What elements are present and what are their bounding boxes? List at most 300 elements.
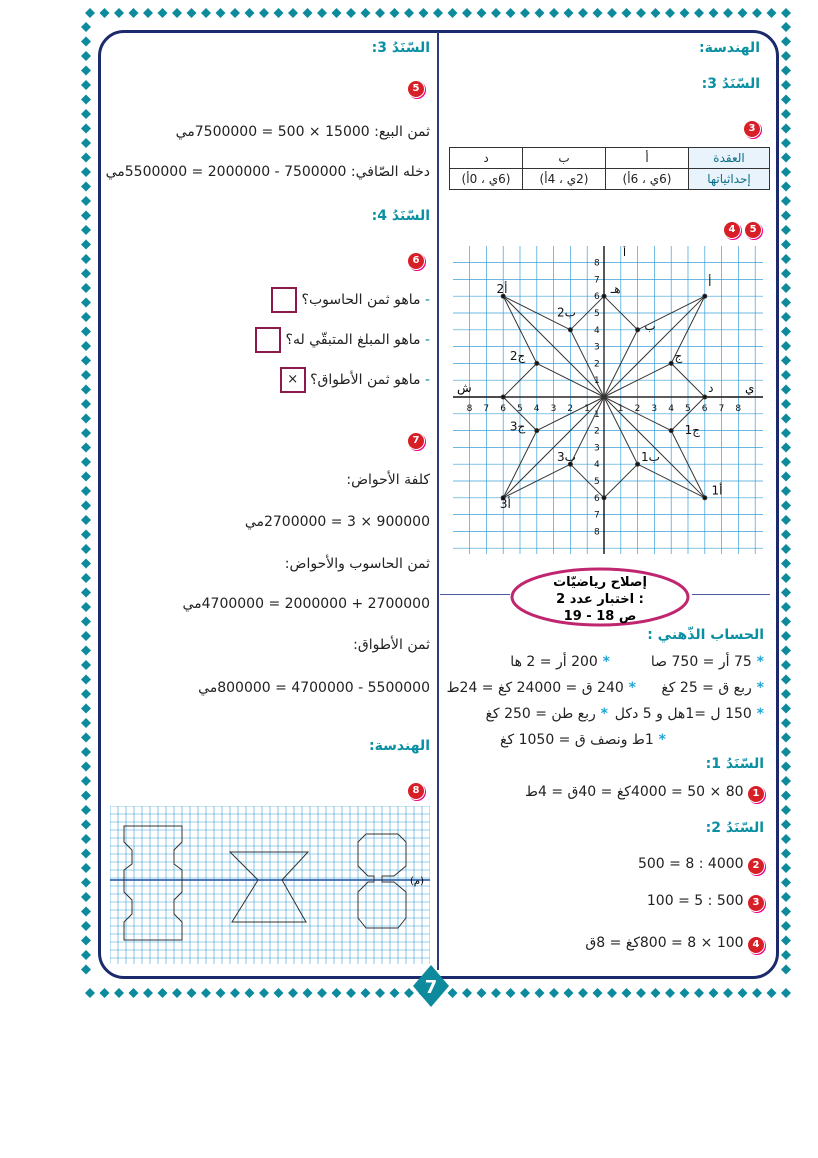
- tick-label: 1: [594, 409, 600, 420]
- border-diamond: [578, 8, 588, 18]
- tick-label: 4: [533, 404, 540, 414]
- axis-label-right: ي: [745, 381, 755, 395]
- border-diamond: [317, 8, 327, 18]
- border-diamond: [81, 892, 91, 902]
- border-diamond: [781, 617, 791, 627]
- border-diamond: [81, 936, 91, 946]
- tick-label: 1: [617, 404, 624, 414]
- drawing-grid: [110, 806, 430, 964]
- border-diamond: [433, 8, 443, 18]
- border-diamond: [230, 8, 240, 18]
- border-diamond: [767, 988, 777, 998]
- border-diamond: [607, 8, 617, 18]
- border-diamond: [81, 167, 91, 177]
- border-diamond: [81, 573, 91, 583]
- border-diamond: [781, 109, 791, 119]
- border-diamond: [81, 51, 91, 61]
- border-diamond: [303, 988, 313, 998]
- border-diamond: [781, 762, 791, 772]
- point-label: ب: [644, 318, 656, 333]
- border-diamond: [781, 631, 791, 641]
- border-diamond: [781, 544, 791, 554]
- border-diamond: [81, 370, 91, 380]
- border-diamond: [81, 211, 91, 221]
- border-diamond: [636, 8, 646, 18]
- border-diamond: [781, 776, 791, 786]
- border-diamond: [578, 988, 588, 998]
- tick-label: 7: [594, 275, 600, 286]
- border-diamond: [738, 8, 748, 18]
- border-diamond: [81, 95, 91, 105]
- graph-point: [636, 462, 640, 466]
- border-diamond: [767, 8, 777, 18]
- border-diamond: [274, 988, 284, 998]
- point-label: ج3: [509, 419, 526, 434]
- border-diamond: [781, 254, 791, 264]
- border-diamond: [781, 298, 791, 308]
- border-diamond: [201, 8, 211, 18]
- tick-label: 2: [594, 426, 600, 437]
- tick-label: 3: [651, 404, 658, 414]
- border-diamond: [781, 341, 791, 351]
- graph-point: [602, 294, 606, 298]
- shape-middle: [230, 852, 308, 922]
- table-header-d: د: [450, 148, 523, 169]
- border-diamond: [694, 8, 704, 18]
- border-diamond: [593, 8, 603, 18]
- border-diamond: [477, 988, 487, 998]
- border-diamond: [781, 370, 791, 380]
- border-diamond: [781, 747, 791, 757]
- border-diamond: [781, 892, 791, 902]
- border-diamond: [81, 80, 91, 90]
- border-diamond: [781, 167, 791, 177]
- border-diamond: [259, 8, 269, 18]
- tick-label: 6: [594, 292, 600, 303]
- point-label: ب3: [556, 449, 576, 464]
- point-label: د: [708, 380, 714, 395]
- point-label: أ2: [496, 281, 508, 296]
- tick-label: 8: [594, 258, 600, 269]
- border-diamond: [375, 8, 385, 18]
- border-diamond: [81, 22, 91, 32]
- border-diamond: [81, 457, 91, 467]
- border-diamond: [81, 138, 91, 148]
- border-diamond: [781, 660, 791, 670]
- border-diamond: [448, 8, 458, 18]
- point-label: أ1: [711, 483, 723, 498]
- tick-label: 8: [466, 404, 473, 414]
- border-diamond: [81, 950, 91, 960]
- border-diamond: [81, 298, 91, 308]
- border-diamond: [317, 988, 327, 998]
- graph-point: [703, 496, 707, 500]
- border-diamond: [216, 988, 226, 998]
- border-diamond: [607, 988, 617, 998]
- question-6-badge: 6: [408, 248, 424, 269]
- border-diamond: [781, 704, 791, 714]
- mental-2a: * ربع ق = 25 كغ: [661, 680, 764, 696]
- badge-4: 4: [724, 222, 740, 238]
- tick-label: 1: [594, 376, 600, 387]
- border-diamond: [81, 225, 91, 235]
- correction-pages: ص 18 - 19: [563, 609, 637, 624]
- coordinates-table: [449, 147, 770, 190]
- table-header-a: أ: [606, 148, 689, 169]
- border-diamond: [81, 704, 91, 714]
- border-diamond: [781, 602, 791, 612]
- tick-label: 5: [517, 404, 523, 414]
- border-diamond: [81, 501, 91, 511]
- tick-label: 7: [483, 404, 490, 414]
- border-diamond: [781, 950, 791, 960]
- doc1-heading: السّنَدُ 1:: [705, 756, 764, 772]
- border-diamond: [781, 385, 791, 395]
- border-diamond: [303, 8, 313, 18]
- tick-label: 7: [594, 510, 600, 521]
- border-diamond: [81, 631, 91, 641]
- border-diamond: [390, 988, 400, 998]
- border-diamond: [781, 51, 791, 61]
- border-diamond: [288, 988, 298, 998]
- border-diamond: [781, 240, 791, 250]
- question-item-1: - ماهو ثمن الحاسوب؟: [240, 287, 430, 313]
- mental-2b: * 240 ق = 24000 كغ = 24ط: [446, 680, 636, 696]
- border-diamond: [81, 399, 91, 409]
- border-diamond: [172, 8, 182, 18]
- border-diamond: [564, 988, 574, 998]
- border-diamond: [651, 988, 661, 998]
- border-diamond: [143, 8, 153, 18]
- doc4-heading: السّنَدُ 4:: [371, 208, 430, 224]
- border-diamond: [752, 988, 762, 998]
- border-diamond: [781, 428, 791, 438]
- border-diamond: [81, 921, 91, 931]
- border-diamond: [81, 544, 91, 554]
- border-diamond: [81, 588, 91, 598]
- border-diamond: [665, 8, 675, 18]
- border-diamond: [81, 327, 91, 337]
- border-diamond: [549, 988, 559, 998]
- shape-left: [124, 826, 182, 940]
- border-diamond: [781, 443, 791, 453]
- point-label: أ: [708, 275, 712, 290]
- border-diamond: [781, 283, 791, 293]
- border-diamond: [781, 95, 791, 105]
- border-diamond: [506, 8, 516, 18]
- border-diamond: [491, 8, 501, 18]
- border-diamond: [781, 153, 791, 163]
- border-diamond: [781, 573, 791, 583]
- tick-label: 8: [735, 404, 742, 414]
- border-diamond: [622, 8, 632, 18]
- border-diamond: [781, 965, 791, 975]
- banner-line-left: [440, 594, 510, 595]
- border-diamond: [636, 988, 646, 998]
- border-diamond: [752, 8, 762, 18]
- left-geometry-heading: الهندسة:: [369, 738, 430, 754]
- border-diamond: [781, 559, 791, 569]
- border-diamond: [81, 283, 91, 293]
- border-diamond: [81, 530, 91, 540]
- border-diamond: [781, 834, 791, 844]
- point-label: ب1: [640, 449, 660, 464]
- border-diamond: [781, 37, 791, 47]
- table-cell-label: إحداثياتها: [689, 169, 770, 190]
- basins-label: كلفة الأحواض:: [346, 472, 430, 488]
- border-diamond: [781, 486, 791, 496]
- border-diamond: [81, 428, 91, 438]
- border-diamond: [158, 8, 168, 18]
- tick-label: 4: [594, 325, 600, 336]
- tick-label: 5: [594, 309, 600, 319]
- doc2-line-2: 3 500 : 5 = 100: [560, 893, 764, 911]
- border-diamond: [230, 988, 240, 998]
- border-diamond: [477, 8, 487, 18]
- table-header-node: العقدة: [689, 148, 770, 169]
- border-diamond: [259, 988, 269, 998]
- left-doc3-heading: السّنَدُ 3:: [371, 40, 430, 56]
- border-diamond: [81, 66, 91, 76]
- axis-label-left: ش: [457, 381, 472, 395]
- mental-4a: * 1ط ونصف ق = 1050 كغ: [500, 732, 666, 748]
- border-diamond: [100, 988, 110, 998]
- border-diamond: [781, 414, 791, 424]
- badge-5: 5: [745, 222, 761, 238]
- border-diamond: [781, 182, 791, 192]
- border-diamond: [781, 878, 791, 888]
- point-label: ج: [674, 349, 683, 364]
- doc3-heading: السّنَدُ 3:: [701, 76, 760, 92]
- border-diamond: [81, 515, 91, 525]
- border-diamond: [81, 878, 91, 888]
- border-diamond: [81, 182, 91, 192]
- border-diamond: [549, 8, 559, 18]
- border-diamond: [81, 109, 91, 119]
- doc2-line-1: 2 4000 : 8 = 500: [560, 856, 764, 874]
- tick-label: 4: [668, 404, 674, 414]
- border-diamond: [81, 791, 91, 801]
- border-diamond: [651, 8, 661, 18]
- mental-3b: * ربع طن = 250 كغ: [485, 706, 608, 722]
- border-diamond: [781, 820, 791, 830]
- border-diamond: [81, 834, 91, 844]
- question-7-badge: 7: [408, 428, 424, 449]
- point-label: ب2: [556, 305, 576, 320]
- question-8-badge: 8: [408, 778, 424, 799]
- border-diamond: [187, 988, 197, 998]
- border-diamond: [781, 225, 791, 235]
- border-diamond: [593, 988, 603, 998]
- border-diamond: [781, 196, 791, 206]
- mental-heading: الحساب الذّهني :: [647, 627, 764, 643]
- point-label: ج2: [509, 349, 526, 364]
- border-diamond: [245, 8, 255, 18]
- border-diamond: [172, 988, 182, 998]
- border-diamond: [81, 965, 91, 975]
- tick-label: 6: [500, 404, 506, 414]
- column-divider: [437, 32, 439, 970]
- border-diamond: [85, 988, 95, 998]
- border-diamond: [81, 617, 91, 627]
- tick-label: 2: [634, 404, 641, 414]
- tick-label: 4: [594, 460, 600, 471]
- border-diamond: [781, 8, 791, 18]
- border-diamond: [81, 443, 91, 453]
- border-diamond: [709, 988, 719, 998]
- border-diamond: [535, 988, 545, 998]
- tick-label: 5: [685, 404, 691, 414]
- tick-label: 1: [584, 404, 590, 414]
- border-diamond: [781, 718, 791, 728]
- checkbox-3[interactable]: ×: [280, 367, 306, 393]
- geometry-heading: الهندسة:: [699, 40, 760, 56]
- table-cell-d: (6ي ، 0أ): [450, 169, 523, 190]
- question-5-badge: 5: [408, 76, 424, 97]
- border-diamond: [114, 8, 124, 18]
- border-diamond: [390, 8, 400, 18]
- border-diamond: [564, 8, 574, 18]
- axis-label-top: أ: [623, 246, 627, 259]
- border-diamond: [781, 646, 791, 656]
- border-diamond: [81, 472, 91, 482]
- border-diamond: [81, 675, 91, 685]
- border-diamond: [274, 8, 284, 18]
- table-cell-b: (2ي ، 4أ): [523, 169, 606, 190]
- border-diamond: [462, 988, 472, 998]
- point-label: هـ: [610, 281, 621, 296]
- graph-point: [602, 496, 606, 500]
- tick-label: 3: [594, 443, 600, 454]
- border-diamond: [709, 8, 719, 18]
- border-diamond: [81, 196, 91, 206]
- table-cell-a: (6ي ، 6أ): [606, 169, 689, 190]
- border-diamond: [346, 988, 356, 998]
- collars-label: ثمن الأطواق:: [353, 637, 430, 653]
- doc2-heading: السّنَدُ 2:: [705, 820, 764, 836]
- mental-1b: * 200 أر = 2 ها: [510, 654, 610, 670]
- border-diamond: [462, 8, 472, 18]
- border-diamond: [81, 646, 91, 656]
- tick-label: 2: [567, 404, 574, 414]
- page-number: 7: [424, 977, 438, 998]
- border-diamond: [781, 211, 791, 221]
- correction-title: إصلاح رياضيّات: [553, 575, 647, 590]
- table-header-b: ب: [523, 148, 606, 169]
- border-diamond: [781, 356, 791, 366]
- border-diamond: [81, 124, 91, 134]
- border-diamond: [535, 8, 545, 18]
- tick-label: 3: [550, 404, 557, 414]
- border-diamond: [448, 988, 458, 998]
- border-diamond: [723, 8, 733, 18]
- border-diamond: [187, 8, 197, 18]
- point-label: أ3: [499, 496, 511, 511]
- question-45-badges: [724, 217, 761, 238]
- point-label: ج1: [684, 422, 701, 437]
- border-diamond: [81, 747, 91, 757]
- border-diamond: [114, 988, 124, 998]
- tick-label: 6: [594, 493, 600, 504]
- border-diamond: [201, 988, 211, 998]
- border-diamond: [781, 921, 791, 931]
- border-diamond: [781, 805, 791, 815]
- computer-basins-calc: 2700000 + 2000000 = 4700000مي: [182, 596, 430, 612]
- border-diamond: [81, 254, 91, 264]
- graph-point: [669, 361, 673, 365]
- graph-point: [535, 429, 539, 433]
- border-diamond: [81, 660, 91, 670]
- border-diamond: [81, 559, 91, 569]
- border-diamond: [781, 22, 791, 32]
- border-diamond: [520, 988, 530, 998]
- border-diamond: [81, 907, 91, 917]
- border-diamond: [781, 124, 791, 134]
- border-diamond: [85, 8, 95, 18]
- mental-1a: * 75 أر = 750 صا: [650, 654, 764, 670]
- border-diamond: [81, 602, 91, 612]
- net-income-line: دخله الصّافي: 7500000 - 2000000 = 5500000مي: [105, 164, 430, 180]
- border-diamond: [781, 936, 791, 946]
- border-diamond: [332, 988, 342, 998]
- border-diamond: [129, 988, 139, 998]
- border-diamond: [332, 8, 342, 18]
- drawing-label: (م): [410, 876, 425, 887]
- border-diamond: [723, 988, 733, 998]
- border-diamond: [781, 472, 791, 482]
- doc1-line: 1 80 × 50 = 4000كغ = 40ق = 4ط: [500, 784, 764, 802]
- border-diamond: [781, 863, 791, 873]
- border-diamond: [622, 988, 632, 998]
- border-diamond: [781, 399, 791, 409]
- border-diamond: [781, 733, 791, 743]
- graph-point: [501, 395, 505, 399]
- checkbox-2[interactable]: [255, 327, 281, 353]
- graph-point: [535, 361, 539, 365]
- border-diamond: [781, 80, 791, 90]
- tick-label: 5: [594, 477, 600, 487]
- border-diamond: [680, 8, 690, 18]
- border-diamond: [143, 988, 153, 998]
- border-diamond: [694, 988, 704, 998]
- coordinate-grid-graph: [453, 246, 763, 554]
- border-diamond: [81, 849, 91, 859]
- border-diamond: [81, 269, 91, 279]
- border-diamond: [781, 849, 791, 859]
- border-diamond: [781, 312, 791, 322]
- border-diamond: [81, 733, 91, 743]
- border-diamond: [781, 515, 791, 525]
- border-diamond: [781, 988, 791, 998]
- border-diamond: [81, 820, 91, 830]
- border-diamond: [738, 988, 748, 998]
- border-diamond: [100, 8, 110, 18]
- border-diamond: [781, 675, 791, 685]
- border-diamond: [81, 863, 91, 873]
- border-diamond: [781, 791, 791, 801]
- border-diamond: [81, 37, 91, 47]
- checkbox-1[interactable]: [271, 287, 297, 313]
- border-diamond: [81, 385, 91, 395]
- border-diamond: [520, 8, 530, 18]
- border-diamond: [665, 988, 675, 998]
- border-diamond: [81, 153, 91, 163]
- border-diamond: [81, 240, 91, 250]
- border-diamond: [216, 8, 226, 18]
- page-number-badge: [413, 965, 449, 1007]
- border-diamond: [361, 988, 371, 998]
- sale-price-line: ثمن البيع: 15000 × 500 = 7500000مي: [175, 124, 430, 140]
